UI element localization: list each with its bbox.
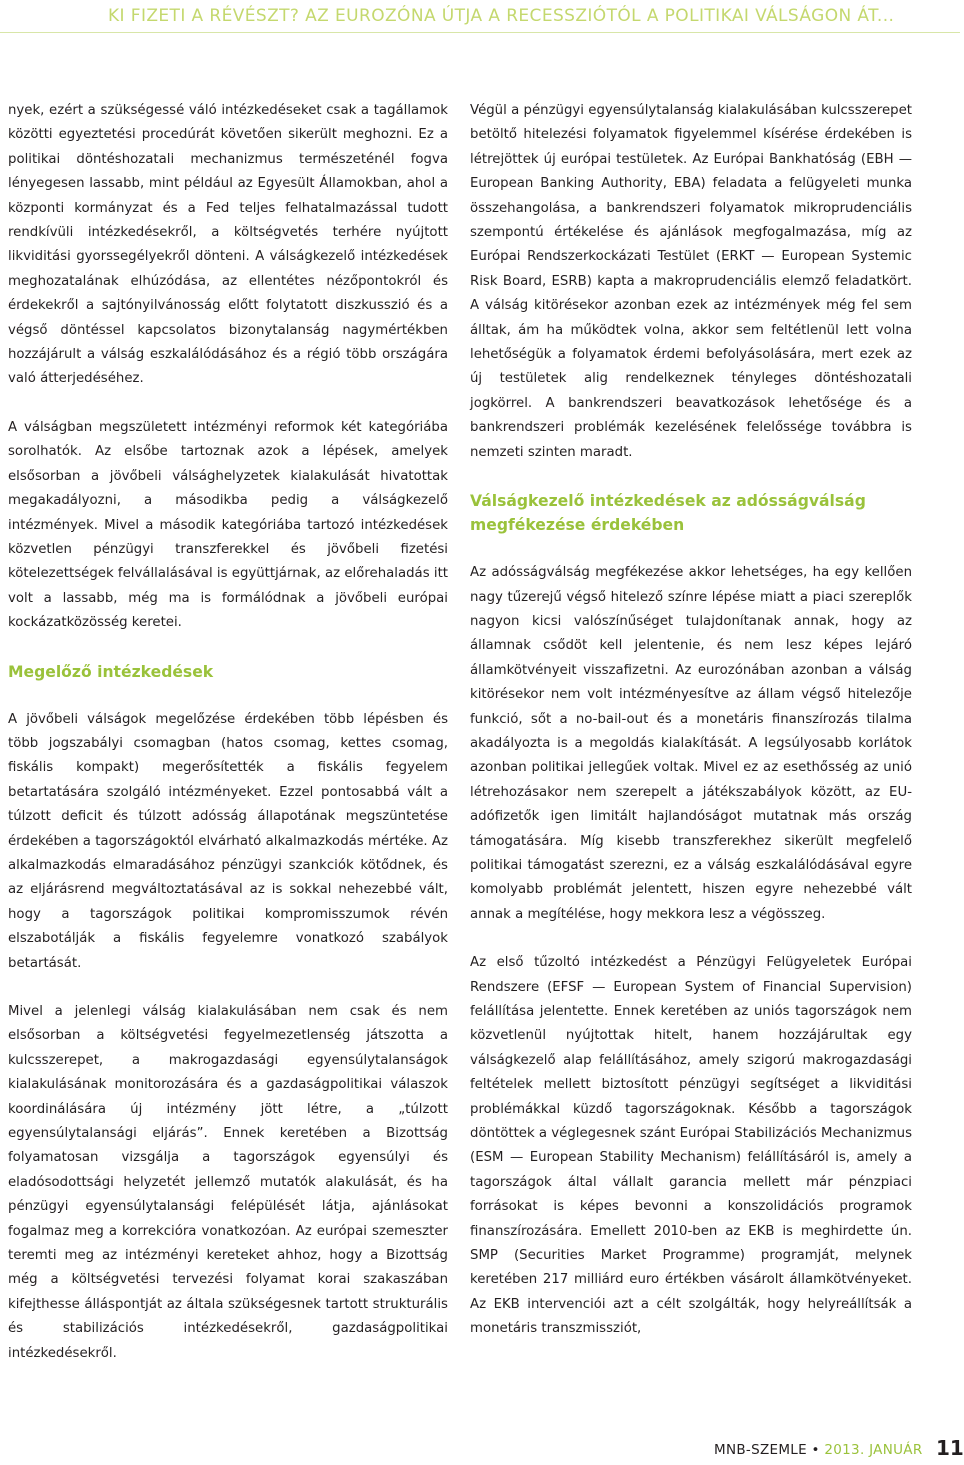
section-heading-prevention: Megelőző intézkedések (8, 662, 214, 681)
page-number: 11 (936, 1436, 964, 1460)
left-column (8, 99, 448, 1366)
right-paragraph-3: Az első tűzoltó intézkedést a Pénzügyi Felügyeletek Európai Rendszere (EFSF — European System of Financial Supervision) felállítása jelentette. Ennek keretében az uniós tagországok nem közvetlenül nyújtottak hitelt, hanem hozzájárultak egy válságkezelő alap felállításához, amely szigorú makrogazdasági feltételek mellett biztosított pénzügyi segítséget a likviditási problémákkal küzdő tagországoknak. Később a tagországok döntöttek a véglegesnek szánt Európai Stabilizációs Mechanizmus (ESM — European Stability Mechanism) felállításáról is, amely a tagországok által vállalt garancia mellett már pénzpiaci forrásokat is képes bevonni a konszolidációs programok finanszírozására. Emellett 2010-ben az EKB is meghirdette ún. SMP (Securities Market Programme) programját, melynek keretében 217 milliárd euro értékben vásárolt államkötvényeket. Az EKB intervenciói azt a célt szolgálták, hogy helyreállítsák a monetáris transzmissziót, (470, 955, 912, 1337)
right-column (470, 99, 912, 1342)
running-header (0, 0, 960, 38)
left-paragraph-4: Mivel a jelenlegi válság kialakulásában nem csak és nem elsősorban a költségvetési fegyelmezetlenség játszotta a kulcsszerepet, a makrogazdasági egyensúlytalanságok kialakulásának monitorozására és a gazdaságpolitikai válaszok koordinálására új intézmény jött létre, a „túlzott egyensúlytalansági eljárás”. Ennek keretében a Bizottság folyamatosan vizsgálja a tagországok egyensúlyi és eladósodottsági helyzetét jellemző mutatók alakulását, és ha pénzügyi egyensúlytalansági felépülését látja, ajánlásokat fogalmaz meg a korrekcióra vonatkozóan. Az európai szemeszter teremti meg az intézményi kereteket ahhoz, hogy a Bizottság még a költségvetési tervezési folyamat korai szakaszában kifejthesse álláspontját az általa szükségesnek tartott strukturális és stabilizációs intézkedésekről, gazdaságpolitikai intézkedésekről. (8, 1004, 448, 1361)
footer-journal: MNB-SZEMLE (714, 1442, 807, 1458)
page-footer (714, 1436, 964, 1462)
right-paragraph-1: Végül a pénzügyi egyensúlytalanság kialakulásában kulcsszerepet betöltő hitelezési folyamatok figyelemmel kísérése érdekében is létrejöttek új európai testületek. Az Európai Bankhatóság (EBH — European Banking Authority, EBA) feladata a felügyeleti munka összehangolása, a bankrendszeri folyamatok mikroprudenciális szempontú értékelése és ajánlások megfogalmazása, míg az Európai Rendszerkockázati Testület (ERKT — European Systemic Risk Board, ESRB) kapta a makroprudenciális elemző feladatkört. A válság kitörésekor azonban ezek az intézmények még fel sem álltak, ám ha működtek volna, akkor sem feltétlenül lett volna lehetőségük a folyamatok érdemi befolyásolására, mert ezek az új testületek alig rendelkeznek tényleges döntéshozatali jogkörrel. A bankrendszeri beavatkozások lehetősége és a bankrendszeri problémák kezelésének felelőssége továbbra is nemzeti szinten maradt. (470, 103, 912, 460)
footer-citation (714, 1442, 923, 1458)
footer-issue: 2013. JANUÁR (824, 1442, 923, 1458)
footer-bullet: • (811, 1442, 820, 1458)
section-heading-crisis-management: Válságkezelő intézkedések az adósságválság megfékezése érdekében (470, 492, 866, 535)
left-paragraph-2: A válságban megszületett intézményi reformok két kategóriába sorolhatók. Az elsőbe tartoznak azok a lépések, amelyek elsősorban a jövőbeli válsághelyzetek kialakulását hivatottak megakadályozni, a másodikba pedig a válságkezelő intézmények. Mivel a második kategóriába tartozó intézkedések közvetlen pénzügyi transzferekkel és jövőbeli fizetési kötelezettségek felvállalásával is együttjárnak, az előrehaladás itt volt a lassabb, még ma is formálódnak a jövőbeli európai kockázatközösség keretei. (8, 419, 448, 631)
header-title: KI FIZETI A RÉVÉSZT? AZ EUROZÓNA ÚTJA A RECESSZIÓTÓL A POLITIKAI VÁLSÁGON ÁT... (108, 6, 895, 26)
right-paragraph-2: Az adósságválság megfékezése akkor lehetséges, ha egy kellően nagy tűzerejű végső hitelező színre lépése miatt a piaci szereplők nagyon kicsi valószínűséget tulajdonítanak annak, hogy az államnak csődöt kell jelentenie, és nem lesz képes lejáró államkötvényeit visszafizetni. Az eurozónában azonban a válság kitörésekor nem volt intézményesítve az állam végső hitelezője funkció, sőt a no-bail-out és a monetáris finanszírozás tilalma akadályozta is a megoldás kialakítását. A legsúlyosabb korlátok azonban politikai jellegűek voltak. Mivel ez az esethősség az unió létrehozásakor nem szerepelt a játékszabályok között, az EU-adófizetők igen limitált hajlandóságot mutatnak más ország támogatására. Míg kisebb transzferekhez sikerült megfelelő politikai támogatást szerezni, ez a válság eszkalálódásával egyre komolyabb problémát jelentett, hiszen egyre nehezebbé vált annak a megítélése, hogy mekkora lesz a végösszeg. (470, 565, 912, 922)
left-paragraph-1: nyek, ezért a szükségessé váló intézkedéseket csak a tagállamok közötti egyeztetési procedúrát követően sikerült meghozni. Ez a politikai döntéshozatali mechanizmus természeténél fogva lényegesen lassabb, mint például az Egyesült Államokban, ahol a központi kormányzat és a Fed teljes felhatalmazással tudott rendkívüli intézkedésekről, a költségvetés terhére nyújtott likviditási gyorssegélyekről dönteni. A válságkezelő intézkedések meghozatalának elhúzódása, az ellentétes nézőpontokról és érdekekről a sajtónyilvánosság előtt folytatott diszkusszió és a végső döntéssel kapcsolatos bizonytalanság nagymértékben hozzájárult a válság eszkalálódásához és a régió több országára való átterjedéséhez. (8, 103, 448, 387)
left-paragraph-3: A jövőbeli válságok megelőzése érdekében több lépésben és több jogszabályi csomagban (hatos csomag, kettes csomag, fiskális kompakt) megerősítették a fiskális fegyelem betartatására szolgáló intézményeket. Ezzel pontosabbá vált a túlzott deficit és túlzott adósság állapotának megszüntetése érdekében a tagországoktól elvárható alkalmazkodás mértéke. Az alkalmazkodás elmaradásához pénzügyi szankciók kötődnek, és az eljárásrend megváltoztatásával az is sokkal nehezebbé vált, hogy a tagországok politikai kompromisszumok révén elszabotálják a fiskális fegyelemre vonatkozó szabályok betartását. (8, 711, 448, 971)
